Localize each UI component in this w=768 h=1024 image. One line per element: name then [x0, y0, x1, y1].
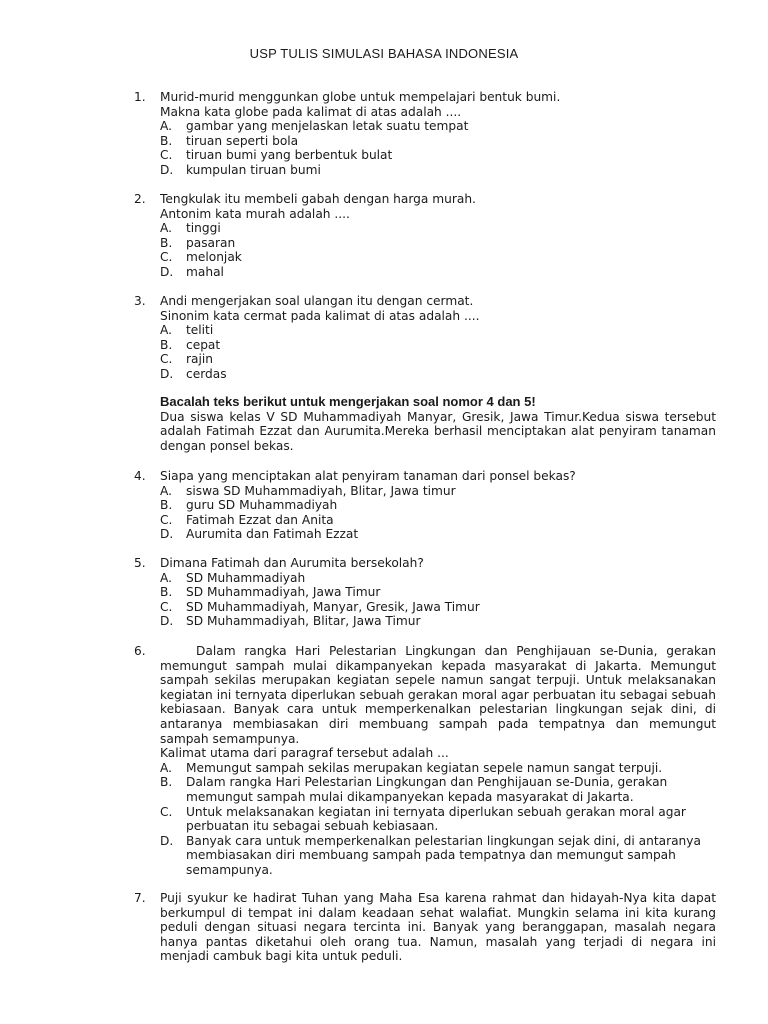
reading-heading: Bacalah teks berikut untuk mengerjakan soal nomor 4 dan 5!: [160, 394, 536, 409]
question-prompt: Kalimat utama dari paragraf tersebut adalah ...: [160, 746, 449, 761]
option-a: A. tinggi: [160, 221, 221, 236]
option-c: C. melonjak: [160, 250, 242, 265]
question-prompt: Sinonim kata cermat pada kalimat di atas adalah ....: [160, 308, 480, 323]
question-number: 5.: [134, 556, 146, 570]
option-d: D. mahal: [160, 264, 224, 279]
option-c: C. rajin: [160, 352, 213, 367]
option-b: B. Dalam rangka Hari Pelestarian Lingkungan dan Penghijauan se-Dunia, gerakan memungut sampah mulai dikampanyekan kepada masyarakat di Jakarta.: [160, 775, 668, 804]
question-text: Murid-murid menggunkan globe untuk mempelajari bentuk bumi.: [160, 90, 561, 104]
question-number: 2.: [134, 192, 146, 206]
option-b: B. tiruan seperti bola: [160, 133, 299, 148]
option-a: A. SD Muhammadiyah: [160, 570, 306, 585]
document-title: USP TULIS SIMULASI BAHASA INDONESIA: [249, 46, 519, 61]
reading-text: Dua siswa kelas V SD Muhammadiyah Manyar, Gresik, Jawa Timur.Kedua siswa tersebut adalah Fatimah Ezzat dan Aurumita.Mereka berhasil menciptakan alat penyiram tanaman dengan ponsel bekas.: [160, 409, 716, 453]
question-text: Andi mengerjakan soal ulangan itu dengan cermat.: [160, 294, 474, 308]
question-7: [134, 891, 716, 964]
option-a: A. Memungut sampah sekilas merupakan kegiatan sepele namun sangat terpuji.: [160, 760, 663, 775]
question-4: [134, 469, 716, 542]
reading-passage: [160, 395, 716, 453]
question-number: 4.: [134, 469, 146, 483]
question-5: [134, 556, 716, 629]
option-d: D. SD Muhammadiyah, Blitar, Jawa Timur: [160, 614, 421, 629]
option-d: D. Banyak cara untuk memperkenalkan pelestarian lingkungan sejak dini, di antaranya membiasakan diri membuang sampah pada tempatnya dan memungut sampah semampunya.: [160, 833, 701, 877]
question-text: Dimana Fatimah dan Aurumita bersekolah?: [160, 556, 424, 570]
question-number: 1.: [134, 90, 146, 104]
option-d: D. kumpulan tiruan bumi: [160, 162, 321, 177]
question-text: Tengkulak itu membeli gabah dengan harga murah.: [160, 192, 476, 206]
question-1: [134, 90, 716, 178]
option-a: A. gambar yang menjelaskan letak suatu tempat: [160, 119, 469, 134]
option-b: B. guru SD Muhammadiyah: [160, 498, 338, 513]
question-number: 7.: [134, 891, 146, 905]
option-b: B. SD Muhammadiyah, Jawa Timur: [160, 585, 381, 600]
option-c: C. tiruan bumi yang berbentuk bulat: [160, 148, 393, 163]
option-d: D. cerdas: [160, 366, 227, 381]
option-d: D. Aurumita dan Fatimah Ezzat: [160, 527, 359, 542]
question-paragraph: Puji syukur ke hadirat Tuhan yang Maha Esa karena rahmat dan hidayah-Nya kita dapat berkumpul di tempat ini dalam keadaan sehat walafiat. Mungkin selama ini kita kurang peduli dengan situasi negara tercinta ini. Banyak yang beranggapan, masalah negara hanya pantas diketahui oleh orang tua. Namun, masalah yang terjadi di negara ini menjadi cambuk bagi kita untuk peduli.: [160, 891, 716, 964]
option-c: C. SD Muhammadiyah, Manyar, Gresik, Jawa Timur: [160, 599, 480, 614]
option-b: B. cepat: [160, 337, 221, 352]
option-a: A. siswa SD Muhammadiyah, Blitar, Jawa timur: [160, 483, 456, 498]
question-number: 6.: [134, 644, 146, 658]
option-c: C. Fatimah Ezzat dan Anita: [160, 512, 334, 527]
question-2: [134, 192, 716, 280]
question-3: [134, 294, 716, 382]
question-number: 3.: [134, 294, 146, 308]
question-prompt: Antonim kata murah adalah ....: [160, 206, 350, 221]
option-b: B. pasaran: [160, 235, 236, 250]
option-a: A. teliti: [160, 323, 214, 338]
option-c: C. Untuk melaksanakan kegiatan ini ternyata diperlukan sebuah gerakan moral agar perbuatan itu sebagai sebuah kebiasaan.: [160, 804, 686, 834]
question-paragraph: Dalam rangka Hari Pelestarian Lingkungan dan Penghijauan se-Dunia, gerakan memungut sampah mulai dikampanyekan kepada masyarakat di Jakarta. Memungut sampah sekilas merupakan kegiatan sepele namun sangat terpuji. Untuk melaksanakan kegiatan ini ternyata diperlukan sebuah gerakan moral agar perbuatan itu sebagai sebuah kebiasaan. Banyak cara untuk memperkenalkan pelestarian lingkungan sejak dini, di antaranya membiasakan diri membuang sampah pada tempatnya dan memungut sampah semampunya.: [160, 644, 716, 746]
question-prompt: Makna kata globe pada kalimat di atas adalah ....: [160, 104, 462, 119]
question-text: Siapa yang menciptakan alat penyiram tanaman dari ponsel bekas?: [160, 469, 576, 483]
question-6: [134, 644, 716, 878]
